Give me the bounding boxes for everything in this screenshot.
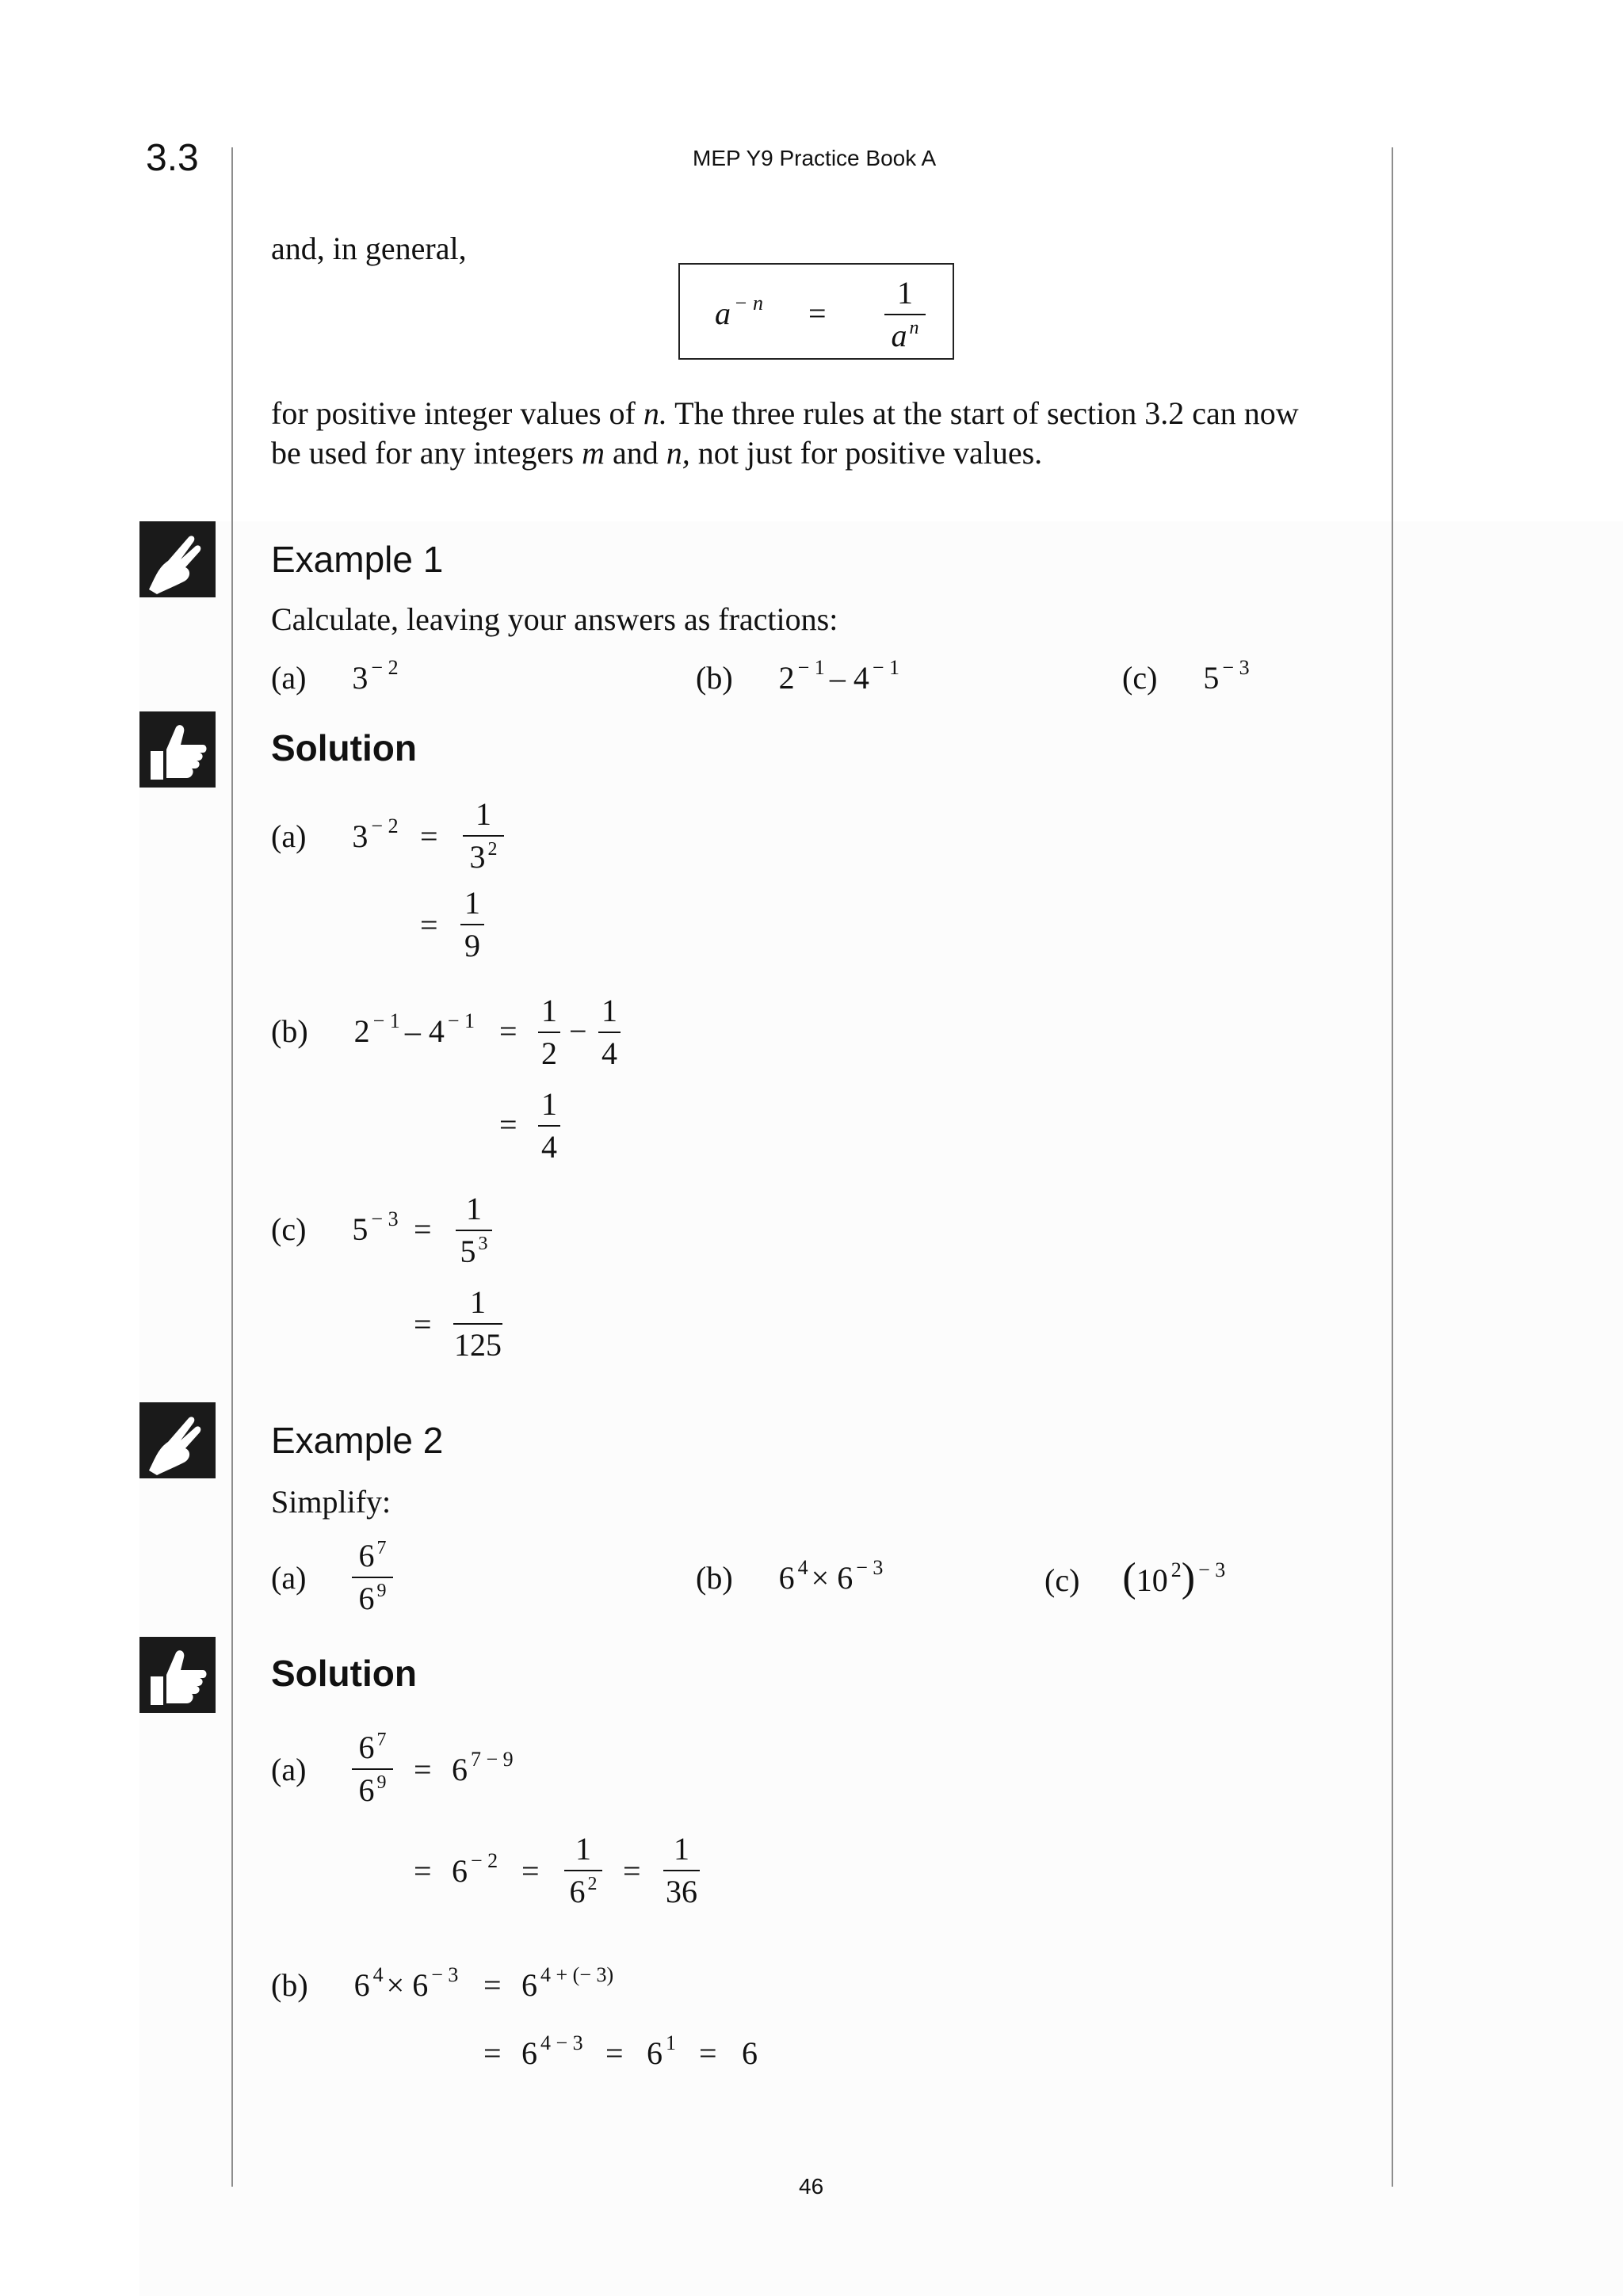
- equals-sign: =: [499, 1107, 517, 1142]
- fraction-1-over-36: 1 36: [661, 1829, 702, 1913]
- six-power-4-minus-3: 6 $^{4 - 3}$: [521, 2031, 583, 2071]
- fraction-1-over-5-cubed: 1 5 $^3$: [452, 1188, 496, 1272]
- six-power-1: 6 $^1$: [647, 2031, 676, 2071]
- equals-sign: =: [483, 1967, 502, 2003]
- intro-paragraph-line1: for positive integer values of n. The three rules at the start of section 3.2 can now: [271, 395, 1299, 431]
- solution-2b-lhs: (b) 6 $^4$ × 6 $^{- 3}$: [271, 1963, 459, 2003]
- solution-1-title: Solution: [271, 727, 417, 769]
- equals-sign: =: [414, 1211, 432, 1247]
- example-1-part-c: (c) 5 $^{- 3}$: [1122, 656, 1250, 696]
- equals-sign: =: [483, 2035, 502, 2071]
- fraction-1-over-4: 1 4: [537, 1084, 561, 1168]
- example-1-instruction: Calculate, leaving your answers as fractions:: [271, 601, 838, 637]
- equals-sign: =: [414, 1306, 432, 1342]
- equals-sign: =: [623, 1853, 641, 1889]
- final-answer-six: 6: [742, 2035, 758, 2071]
- equals-sign: =: [420, 818, 438, 854]
- six-power-minus-2: 6 $^{- 2}$: [452, 1849, 498, 1889]
- solution-1b-lhs: (b) 2 $^{- 1}$ – 4 $^{- 1}$: [271, 1009, 475, 1049]
- page-number: 46: [799, 2174, 824, 2199]
- solution-2a-label: (a): [271, 1752, 307, 1787]
- equals-sign: =: [499, 1013, 517, 1049]
- book-title: MEP Y9 Practice Book A: [693, 146, 937, 170]
- example-2-instruction: Simplify:: [271, 1484, 391, 1520]
- equals-sign: =: [699, 2035, 717, 2071]
- shaded-examples-panel: [139, 521, 1623, 2296]
- example-1-title: Example 1: [271, 539, 444, 580]
- fraction-1-over-4: 1 4: [598, 990, 621, 1074]
- equals-sign: =: [414, 1752, 432, 1787]
- fraction-1-over-3-squared: 1 3 $^2$: [458, 794, 509, 878]
- example-2-part-b: (b) 6 $^4$ × 6 $^{- 3}$: [696, 1556, 884, 1596]
- section-number: 3.3: [146, 137, 199, 179]
- example-1-part-a: (a) 3 $^{- 2}$: [271, 656, 399, 696]
- fraction-1-over-6-squared: 1 6 $^2$: [561, 1829, 605, 1913]
- example-1-part-b: (b) 2 $^{- 1}$ – 4 $^{- 1}$: [696, 656, 899, 696]
- thumbs-up-hand-icon: [139, 1637, 216, 1713]
- fraction-1-over-125: 1 125: [454, 1284, 502, 1363]
- example-2-part-a-label: (a): [271, 1560, 307, 1596]
- left-margin-rule: [231, 147, 233, 2187]
- minus-sign: −: [569, 1013, 587, 1049]
- equals-sign: =: [605, 2035, 624, 2071]
- equals-sign: =: [420, 907, 438, 943]
- intro-line: and, in general,: [271, 231, 467, 266]
- six-power-7-minus-9: 6 $^{7 - 9}$: [452, 1748, 514, 1787]
- pointing-hand-icon: [139, 521, 216, 597]
- solution-1c-lhs: (c) 5 $^{- 3}$: [271, 1207, 399, 1247]
- example-2-title: Example 2: [271, 1420, 444, 1461]
- solution-2-title: Solution: [271, 1653, 417, 1694]
- right-margin-rule: [1392, 147, 1393, 2187]
- equals-sign: =: [521, 1853, 540, 1889]
- rule-equals: =: [808, 296, 827, 331]
- rule-fraction: 1 a $^n$: [883, 273, 927, 357]
- six-power-4-plus-minus-3: 6 $^{4 + (- 3)}$: [521, 1963, 614, 2003]
- thumbs-up-hand-icon: [139, 711, 216, 788]
- rule-lhs: a $^{- n}$: [715, 292, 764, 331]
- solution-1a-lhs: (a) 3 $^{- 2}$: [271, 814, 399, 854]
- example-2-part-c: (c) (10 $^2$) $^{- 3}$: [1044, 1555, 1226, 1600]
- fraction-6-power-7-over-6-power-9: 6 $^7$ 6 $^9$: [350, 1535, 395, 1619]
- fraction-1-over-9: 1 9: [458, 883, 487, 967]
- equals-sign: =: [414, 1853, 432, 1889]
- fraction-6-power-7-over-6-power-9: 6 $^7$ 6 $^9$: [350, 1727, 395, 1811]
- intro-paragraph-line2: be used for any integers m and n, not just for positive values.: [271, 435, 1043, 471]
- pointing-hand-icon: [139, 1402, 216, 1478]
- fraction-1-over-2: 1 2: [537, 990, 561, 1074]
